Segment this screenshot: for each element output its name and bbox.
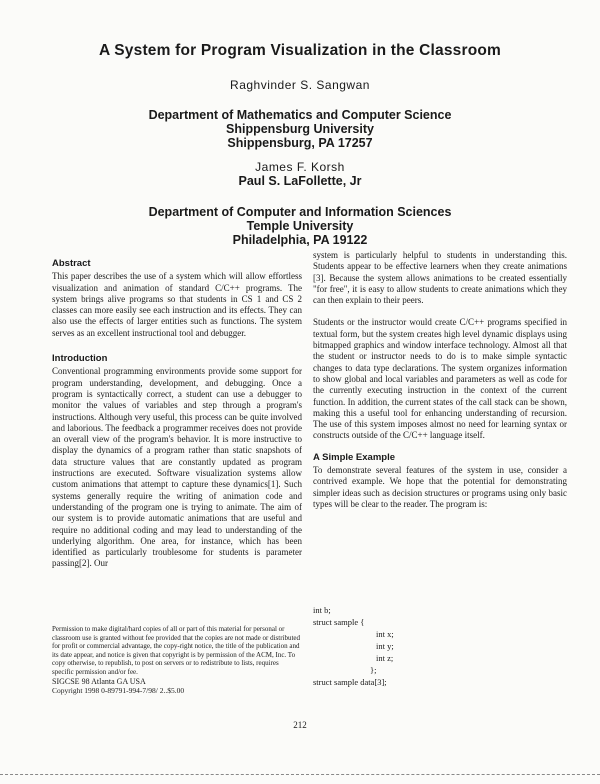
code-line-3: int x; (376, 629, 394, 639)
introduction-text: Conventional programming environments provide some support for program understanding, development, and debugging. Once a program is syntactically correct, a student can use a debugger to monitor the values of variables and step through a program's instructions. Although very useful, this process can be quite involved and laborious. The feedback a programmer receives does not provide an overall view of the program's behavior. It is more instructive to display the dynamics of a program rather than static snapshots of data structure values that are constantly updated as program instructions are executed. Software visualization systems allow custom animations that attempt to capture these dynamics[1]. Such systems generally require the writing of animation code and understanding of the program one is trying to animate. The aim of our system is to provide automatic animations that are useful and require no additional coding and may lead to understanding of the underlying algorithm. One area, for instance, which has been identified as particularly troublesome for students is parameter passing[2]. Our (52, 366, 302, 569)
affiliation-1-department: Department of Mathematics and Computer Science (148, 108, 452, 122)
code-line-4: int y; (376, 641, 394, 651)
left-column (52, 258, 302, 570)
author-sangwan: Raghvinder S. Sangwan (230, 78, 370, 92)
code-line-5: int z; (376, 653, 394, 663)
right-column (313, 250, 567, 510)
affiliation-2-university: Temple University (246, 219, 354, 233)
right-paragraph-1: system is particularly helpful to students in understanding this. Students appear to be effective learners when they create animations [3]. Because the system allows animations to be created essentially "for free", it is easy to allow students to create animations which they can then explain to their peers. (313, 250, 567, 306)
introduction-heading: Introduction (52, 353, 108, 365)
affiliation-1-city: Shippensburg, PA 17257 (227, 136, 373, 150)
simple-example-heading: A Simple Example (313, 451, 396, 463)
affiliation-1-university: Shippensburg University (226, 122, 374, 136)
affiliation-2-department: Department of Computer and Information Sciences (148, 205, 452, 219)
code-listing (313, 604, 567, 688)
code-line-6: }; (370, 665, 377, 675)
abstract-heading: Abstract (52, 258, 91, 269)
footnote-conference: SIGCSE 98 Atlanta GA USA (52, 676, 146, 686)
right-paragraph-2: Students or the instructor would create C/C++ programs specified in textual form, but the system creates high level dynamic displays using bitmapped graphics and window interface technology. Almost all that the student or instructor needs to do is to make simple syntactic changes to data type declarations. The system organizes information to show global and local variables and parameters as well as code for the currently executing instruction in the context of the current function. In addition, the current states of the call stack can be shown, making this a useful tool for enhancing understanding of recursion. The use of this system imposes almost no need for learning syntax or constructs outside of the C/C++ language itself. (313, 317, 567, 441)
author-korsh: James F. Korsh (255, 160, 345, 174)
abstract-text: This paper describes the use of a system which will allow effortless visualization and animation of standard C/C++ programs. The system brings alive programs so that students in CS 1 and CS 2 classes can more easily see each instruction and its effects. They can also use the effects of larger entities such as functions. The system serves as an excellent instructional tool and debugger. (52, 271, 302, 338)
code-line-2: struct sample { (313, 617, 365, 627)
scan-edge-line (0, 774, 600, 777)
paper-title: A System for Program Visualization in the Classroom (98, 42, 502, 59)
footnote-permission: Permission to make digital/hard copies of all or part of this material for personal or classroom use is granted without fee provided that the copies are not made or distributed for profit or commercial advantage, the copy-right notice, the title of the publication and its date appear, and notice is given that copyright is by permission of the ACM, Inc. To copy otherwise, to republish, to post on servers or to redistribute to lists, requires specific permission and/or fee. (52, 625, 301, 676)
simple-example-text: To demonstrate several features of the system in use, consider a contrived example. We hope that the potential for demonstrating simpler ideas such as decision structures or programs using only basic types will be clear to the reader. The program is: (313, 465, 567, 509)
code-line-7: struct sample data[3]; (313, 677, 387, 687)
page-number: 212 (293, 720, 307, 730)
footnote (52, 625, 302, 695)
code-line-1: int b; (313, 605, 331, 615)
author-lafollette: Paul S. LaFollette, Jr (238, 174, 362, 188)
footnote-copyright: Copyright 1998 0-89791-994-7/98/ 2..$5.00 (52, 685, 185, 695)
affiliation-2-city: Philadelphia, PA 19122 (232, 233, 368, 247)
